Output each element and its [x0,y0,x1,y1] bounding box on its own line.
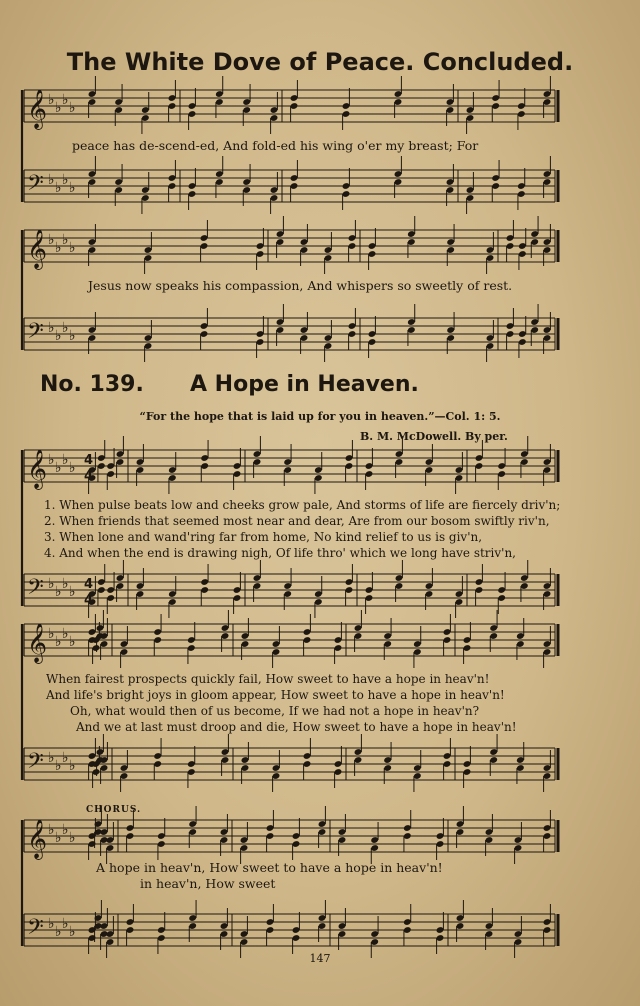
composer-credit: B. M. McDowell. By per. [360,430,508,443]
svg-text:♭: ♭ [62,232,69,248]
svg-text:4: 4 [84,469,94,484]
svg-text:♭: ♭ [48,576,55,592]
svg-text:♭: ♭ [69,830,76,846]
svg-text:♭: ♭ [55,328,62,344]
svg-text:♭: ♭ [62,576,69,592]
svg-text:♭: ♭ [69,328,76,344]
svg-text:♭: ♭ [62,92,69,108]
svg-text:𝄞: 𝄞 [27,623,48,663]
svg-text:𝄞: 𝄞 [27,89,48,129]
verse-line: 2. When friends that seemed most near and dear, Are from our bosom swiftly riv'n, [44,514,550,528]
svg-text:♭: ♭ [55,180,62,196]
svg-text:𝄢: 𝄢 [27,915,44,945]
svg-text:♭: ♭ [55,240,62,256]
svg-text:♭: ♭ [62,916,69,932]
svg-text:𝄞: 𝄞 [27,229,48,269]
svg-text:4: 4 [84,453,94,468]
svg-text:♭: ♭ [48,320,55,336]
verse-line: And life's bright joys in gloom appear, How sweet to have a hope in heav'n! [46,688,505,702]
svg-text:♭: ♭ [69,924,76,940]
verse-line: Oh, what would then of us become, If we had not a hope in heav'n? [70,704,480,718]
svg-text:𝄢: 𝄢 [27,575,44,605]
svg-text:♭: ♭ [55,100,62,116]
svg-text:♭: ♭ [48,822,55,838]
svg-text:♭: ♭ [48,750,55,766]
svg-text:♭: ♭ [55,460,62,476]
chorus-lyric-lower: in heav'n, How sweet [140,876,276,891]
svg-text:𝄢: 𝄢 [27,319,44,349]
svg-text:♭: ♭ [69,584,76,600]
verse-line: And we at last must droop and die, How sweet to have a hope in heav'n! [76,720,517,734]
svg-text:𝄞: 𝄞 [27,449,48,489]
lyric-line: Jesus now speaks his compassion, And whispers so sweetly of rest. [88,278,513,293]
verse-line: 1. When pulse beats low and cheeks grow pale, And storms of life are fiercely driv'n; [44,498,561,512]
song-number: No. 139. [40,372,144,397]
chorus-lyric: A hope in heav'n, How sweet to have a hope in heav'n! [96,860,443,875]
svg-text:♭: ♭ [69,758,76,774]
verse-line: 3. When lone and wand'ring far from home, No kind relief to us is giv'n, [44,530,483,544]
lyric-line: peace has de-scend-ed, And fold-ed his wing o'er my breast; For [72,138,479,153]
svg-text:♭: ♭ [62,172,69,188]
svg-text:♭: ♭ [55,634,62,650]
svg-text:♭: ♭ [69,240,76,256]
svg-text:♭: ♭ [48,626,55,642]
epigraph: “For the hope that is laid up for you in heaven.”—Col. 1: 5. [139,410,501,423]
svg-text:♭: ♭ [48,916,55,932]
svg-text:♭: ♭ [48,232,55,248]
svg-text:♭: ♭ [55,584,62,600]
svg-text:♭: ♭ [55,924,62,940]
svg-text:4: 4 [84,577,94,592]
svg-text:♭: ♭ [69,100,76,116]
page-number: 147 [309,952,331,965]
song-title-1: The White Dove of Peace. Concluded. [66,48,574,76]
svg-text:♭: ♭ [48,172,55,188]
song-title-2 [40,372,600,397]
svg-text:♭: ♭ [62,750,69,766]
chorus-label: CHORUS. [86,805,142,815]
svg-text:𝄢: 𝄢 [27,171,44,201]
svg-text:♭: ♭ [55,830,62,846]
svg-text:𝄞: 𝄞 [27,819,48,859]
svg-text:♭: ♭ [48,92,55,108]
svg-text:♭: ♭ [55,758,62,774]
svg-text:♭: ♭ [69,634,76,650]
song-name: A Hope in Heaven. [190,372,419,397]
svg-text:♭: ♭ [48,452,55,468]
svg-text:♭: ♭ [62,626,69,642]
verse-line: When fairest prospects quickly fail, How sweet to have a hope in heav'n! [46,672,490,686]
svg-text:4: 4 [84,593,94,608]
svg-text:♭: ♭ [62,822,69,838]
svg-text:♭: ♭ [69,460,76,476]
svg-text:♭: ♭ [69,180,76,196]
svg-text:♭: ♭ [62,320,69,336]
svg-text:𝄢: 𝄢 [27,749,44,779]
verse-line: 4. And when the end is drawing nigh, Of life thro' which we long have striv'n, [44,546,516,560]
svg-text:♭: ♭ [62,452,69,468]
